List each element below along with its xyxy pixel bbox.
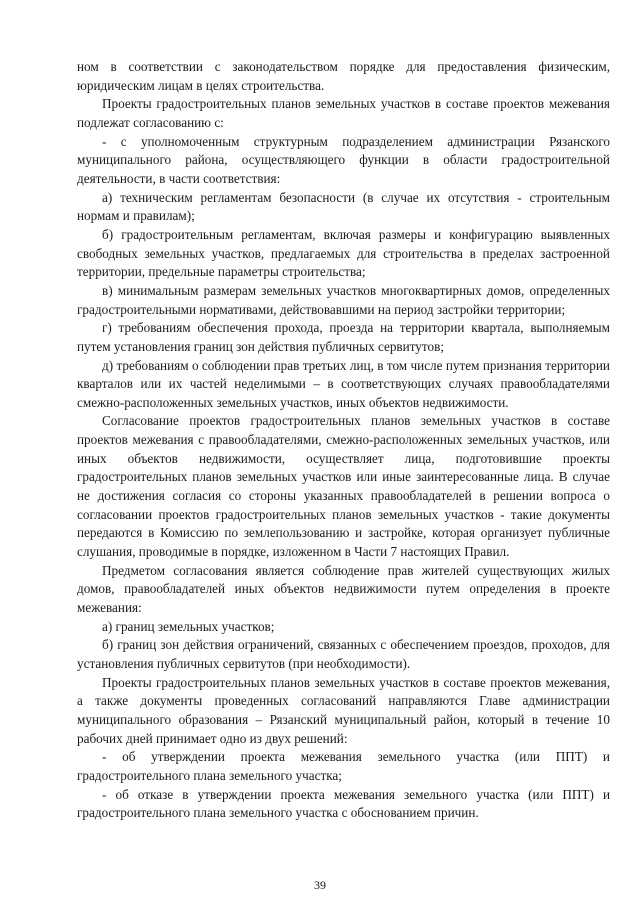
list-item: а) границ земельных участков;	[102, 618, 275, 634]
paragraph: ном в соответствии с законодательством порядке для предоставления физическим, юридическим лицам в целях строительства.	[77, 59, 610, 93]
list-item: б) границ зон действия ограничений, связанных с обеспечением проездов, проходов, для установления публичных сервитутов (при необходимости).	[77, 637, 610, 671]
list-item: б) градостроительным регламентам, включая размеры и конфигурацию выявленных свободных земельных участков, предлагаемых для строительства в пределах застроенной территории, предельные параметры строительства;	[77, 226, 610, 280]
list-item: а) техническим регламентам безопасности (в случае их отсутствия - строительным нормам и правилам);	[77, 189, 610, 224]
paragraph: Проекты градостроительных планов земельных участков в составе проектов межевания, а также документы проведенных согласований направляются Главе администрации муниципального образования – Рязанский муниципальный район, который в течение 10 рабочих дней принимает одно из двух решений:	[77, 674, 610, 746]
list-item: - с уполномоченным структурным подразделением администрации Рязанского муниципального района, осуществляющего функции в области градостроительной деятельности, в части соответствия:	[77, 133, 610, 186]
paragraph: Согласование проектов градостроительных планов земельных участков в составе проектов межевания с правообладателями, смежно-расположенных земельных участков, или иных объектов недвижимости, осуществляет лица, подготовившие проекты градостроительных планов земельных участков или иные заинтересованные лица. В случае не достижения согласия со стороны указанных правообладателей в решении вопроса о согласовании проектов градостроительных планов земельных участков - такие документы передаются в Комиссию по землепользованию и застройке, которая организует публичные слушания, проводимые в порядке, изложенном в Части 7 настоящих Правил.	[77, 413, 610, 560]
paragraph: Проекты градостроительных планов земельных участков в составе проектов межевания подлежат согласованию с:	[77, 96, 610, 130]
list-item: г) требованиям обеспечения прохода, проезда на территории квартала, выполняемым путем установления границ зон действия публичных сервитутов;	[77, 320, 610, 354]
document-body	[77, 58, 610, 823]
paragraph: Предметом согласования является соблюдение прав жителей существующих жилых домов, правообладателей иных объектов недвижимости путем определения в проекте межевания:	[77, 562, 610, 616]
page-number: 39	[314, 878, 326, 892]
list-item: д) требованиям о соблюдении прав третьих лиц, в том числе путем признания территории кварталов или их частей неделимыми – в соответствующих случаях правообладателями смежно-расположенных земельных участков, иных объектов недвижимости.	[77, 357, 610, 410]
list-item: - об отказе в утверждении проекта межевания земельного участка (или ППТ) и градостроительного плана земельного участка с обоснованием причин.	[77, 786, 610, 821]
list-item: в) минимальным размерам земельных участков многоквартирных домов, определенных градостроительными нормативами, действовавшими на период застройки территории;	[77, 282, 610, 317]
list-item: - об утверждении проекта межевания земельного участка (или ППТ) и градостроительного плана земельного участка;	[77, 749, 610, 783]
